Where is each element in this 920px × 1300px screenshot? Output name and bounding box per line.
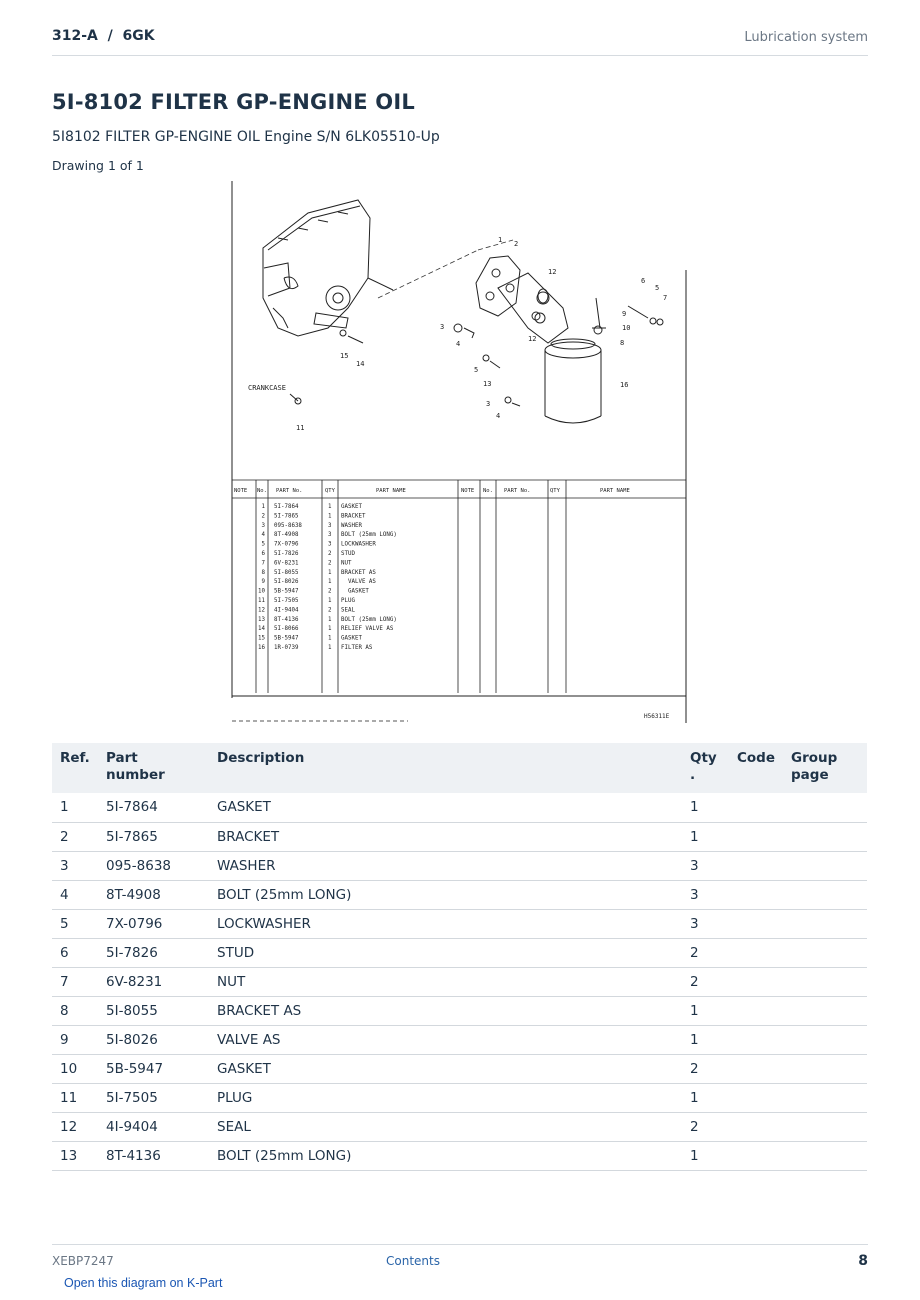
cell-code <box>729 880 783 909</box>
cell-ref: 4 <box>52 880 98 909</box>
dt-cell-name: VALVE AS <box>341 579 376 586</box>
page-title: 5I-8102 FILTER GP-ENGINE OIL <box>52 90 415 114</box>
dt-cell-qty: 3 <box>328 522 332 529</box>
cell-group-page <box>783 1112 867 1141</box>
cell-description: BRACKET <box>209 822 682 851</box>
dt-cell-name: BRACKET AS <box>341 569 376 576</box>
dt-cell-no: 5 <box>261 541 265 548</box>
dt-cell-part: 5I-7864 <box>274 504 299 510</box>
cell-part-number: 5I-8055 <box>98 996 209 1025</box>
dt-cell-name: STUD <box>341 551 355 557</box>
dt-cell-qty: 3 <box>328 532 332 539</box>
cell-part-number: 6V-8231 <box>98 967 209 996</box>
col-ref: Ref. <box>52 743 98 793</box>
col-part-number: Part number <box>98 743 209 793</box>
table-row <box>52 909 867 938</box>
dt-header-partno-1: PART No. <box>276 488 303 494</box>
filter-canister-drawing <box>545 339 601 423</box>
dt-cell-part: 5B-5947 <box>274 635 299 642</box>
cell-qty: 2 <box>682 1112 729 1141</box>
cell-group-page <box>783 880 867 909</box>
cell-part-number: 5I-7864 <box>98 793 209 822</box>
callout-12: 12 <box>548 268 557 276</box>
dt-cell-part: 5I-7865 <box>274 513 299 520</box>
dt-header-name-1: PART NAME <box>376 488 406 494</box>
cell-description: BOLT (25mm LONG) <box>209 1141 682 1170</box>
cell-code <box>729 822 783 851</box>
parts-table-header <box>52 743 867 793</box>
dt-cell-part: 8T-4136 <box>274 616 299 623</box>
table-row <box>52 938 867 967</box>
engine-block-drawing <box>263 200 393 336</box>
dt-cell-qty: 1 <box>328 635 332 642</box>
cell-qty: 2 <box>682 967 729 996</box>
cell-group-page <box>783 1141 867 1170</box>
cell-code <box>729 938 783 967</box>
cell-description: SEAL <box>209 1112 682 1141</box>
callout-10: 10 <box>622 324 631 332</box>
cell-group-page <box>783 938 867 967</box>
dt-cell-part: 5I-7826 <box>274 551 299 557</box>
dt-cell-part: 6V-8231 <box>274 560 299 567</box>
table-row <box>52 1083 867 1112</box>
cell-part-number: 5I-8026 <box>98 1025 209 1054</box>
dt-cell-qty: 2 <box>328 588 332 595</box>
cell-group-page <box>783 822 867 851</box>
table-row <box>52 996 867 1025</box>
callout-4: 4 <box>456 340 461 348</box>
doc-code: XEBP7247 <box>52 1254 114 1268</box>
dt-cell-qty: 3 <box>328 541 332 548</box>
dt-cell-part: 5I-8055 <box>274 569 299 576</box>
dt-cell-qty: 1 <box>328 598 332 604</box>
table-row <box>52 880 867 909</box>
dt-header-no-1: No. <box>257 488 267 494</box>
model-label: 312-A / 6GK <box>52 28 155 44</box>
cell-description: BOLT (25mm LONG) <box>209 880 682 909</box>
cell-part-number: 4I-9404 <box>98 1112 209 1141</box>
table-row <box>52 1054 867 1083</box>
dt-cell-qty: 2 <box>328 551 332 557</box>
table-row <box>52 967 867 996</box>
cell-part-number: 8T-4136 <box>98 1141 209 1170</box>
drawing-parts-table <box>232 480 686 693</box>
callout-13: 13 <box>483 380 492 388</box>
table-row <box>52 1025 867 1054</box>
dt-cell-no: 14 <box>258 626 265 633</box>
dt-header-qty-2: QTY <box>550 488 560 494</box>
cell-ref: 13 <box>52 1141 98 1170</box>
open-diagram-link[interactable]: Open this diagram on K-Part <box>64 1276 223 1290</box>
dt-cell-name: FILTER AS <box>341 645 373 651</box>
dt-cell-name: LOCKWASHER <box>341 541 376 548</box>
dt-header-no-2: No. <box>483 488 493 494</box>
dt-cell-qty: 1 <box>328 616 332 623</box>
dt-header-qty-1: QTY <box>325 488 335 494</box>
dt-cell-part: 5I-8066 <box>274 626 299 633</box>
cell-code <box>729 851 783 880</box>
col-code: Code <box>729 743 783 793</box>
cell-part-number: 8T-4908 <box>98 880 209 909</box>
cell-part-number: 5I-7505 <box>98 1083 209 1112</box>
cell-group-page <box>783 851 867 880</box>
callout-3: 3 <box>440 323 445 331</box>
callout-15: 15 <box>340 352 349 360</box>
cell-code <box>729 996 783 1025</box>
cell-ref: 1 <box>52 793 98 822</box>
cell-qty: 1 <box>682 996 729 1025</box>
parts-table-body <box>52 793 867 1170</box>
parts-table <box>52 743 867 1171</box>
cell-description: VALVE AS <box>209 1025 682 1054</box>
dt-cell-no: 10 <box>258 588 265 595</box>
table-row <box>52 851 867 880</box>
cell-ref: 9 <box>52 1025 98 1054</box>
dt-cell-no: 15 <box>258 635 265 642</box>
cell-description: PLUG <box>209 1083 682 1112</box>
dt-cell-part: 5I-7505 <box>274 598 299 604</box>
dt-cell-name: GASKET <box>341 588 369 595</box>
dt-cell-no: 16 <box>258 645 265 651</box>
callout-16: 16 <box>620 381 629 389</box>
dt-cell-part: 095-8638 <box>274 522 302 529</box>
cell-code <box>729 1112 783 1141</box>
callout-labels <box>296 236 667 432</box>
callout-1: 1 <box>498 236 503 244</box>
cell-group-page <box>783 967 867 996</box>
cell-qty: 3 <box>682 909 729 938</box>
cell-group-page <box>783 793 867 822</box>
dt-cell-qty: 1 <box>328 569 332 576</box>
dt-cell-name: GASKET <box>341 635 362 642</box>
cell-ref: 8 <box>52 996 98 1025</box>
cell-code <box>729 793 783 822</box>
cell-qty: 3 <box>682 880 729 909</box>
dt-cell-no: 13 <box>258 616 265 623</box>
table-row <box>52 793 867 822</box>
dt-header-partno-2: PART No. <box>504 488 531 494</box>
drawing-table-headers <box>234 488 630 494</box>
dt-cell-part: 1R-0739 <box>274 645 299 651</box>
page-subtitle: 5I8102 FILTER GP-ENGINE OIL Engine S/N 6LK05510-Up <box>52 129 440 145</box>
dt-cell-qty: 1 <box>328 504 332 510</box>
dt-cell-part: 5I-8026 <box>274 579 299 586</box>
cell-code <box>729 1141 783 1170</box>
dt-cell-name: GASKET <box>341 504 362 510</box>
cell-description: GASKET <box>209 793 682 822</box>
dt-cell-name: PLUG <box>341 598 355 604</box>
cell-group-page <box>783 1083 867 1112</box>
dt-cell-part: 4I-9404 <box>274 607 299 614</box>
dt-cell-qty: 1 <box>328 513 332 520</box>
dt-cell-no: 3 <box>261 522 265 529</box>
cell-ref: 7 <box>52 967 98 996</box>
page-number: 8 <box>858 1253 868 1269</box>
cell-ref: 11 <box>52 1083 98 1112</box>
dt-cell-part: 5B-5947 <box>274 588 299 595</box>
dt-cell-name: NUT <box>341 560 352 567</box>
dt-cell-no: 4 <box>261 532 265 539</box>
col-description: Description <box>209 743 682 793</box>
cell-group-page <box>783 909 867 938</box>
page-footer <box>52 1244 868 1274</box>
callout-8: 8 <box>620 339 625 347</box>
callout-2: 2 <box>514 240 519 248</box>
col-group-page: Group page <box>783 743 867 793</box>
dt-header-name-2: PART NAME <box>600 488 630 494</box>
cell-description: STUD <box>209 938 682 967</box>
table-row <box>52 1141 867 1170</box>
section-label: Lubrication system <box>744 30 868 45</box>
callout-6: 6 <box>641 277 646 285</box>
cell-part-number: 095-8638 <box>98 851 209 880</box>
cell-code <box>729 967 783 996</box>
parts-diagram-svg <box>228 178 694 726</box>
table-row <box>52 822 867 851</box>
callout-11: 11 <box>296 424 305 432</box>
col-qty: Qty . <box>682 743 729 793</box>
cell-code <box>729 1025 783 1054</box>
cell-part-number: 5I-7826 <box>98 938 209 967</box>
dt-cell-qty: 1 <box>328 645 332 651</box>
cell-code <box>729 909 783 938</box>
dt-cell-name: WASHER <box>341 522 362 529</box>
dt-cell-name: BRACKET <box>341 513 366 520</box>
dt-cell-no: 8 <box>261 569 265 576</box>
cell-qty: 1 <box>682 1083 729 1112</box>
contents-link[interactable]: Contents <box>386 1254 440 1268</box>
cell-ref: 3 <box>52 851 98 880</box>
dt-cell-no: 11 <box>258 598 265 604</box>
dt-cell-part: 8T-4908 <box>274 532 299 539</box>
cell-ref: 12 <box>52 1112 98 1141</box>
cell-qty: 3 <box>682 851 729 880</box>
cell-description: LOCKWASHER <box>209 909 682 938</box>
cell-qty: 1 <box>682 1025 729 1054</box>
cell-group-page <box>783 1025 867 1054</box>
cell-ref: 5 <box>52 909 98 938</box>
dt-header-note-2: NOTE <box>461 488 475 494</box>
drawing-table-rows <box>258 504 397 651</box>
dt-cell-name: BOLT (25mm LONG) <box>341 532 397 539</box>
cell-description: WASHER <box>209 851 682 880</box>
cell-description: BRACKET AS <box>209 996 682 1025</box>
callout-5b: 5 <box>474 366 479 374</box>
callout-9: 9 <box>622 310 627 318</box>
cell-part-number: 5I-7865 <box>98 822 209 851</box>
dt-cell-no: 1 <box>261 504 265 510</box>
cell-code <box>729 1083 783 1112</box>
table-row <box>52 1112 867 1141</box>
dt-cell-no: 9 <box>261 579 265 586</box>
parts-diagram[interactable] <box>228 178 694 726</box>
dt-cell-no: 7 <box>261 560 265 567</box>
dt-cell-qty: 2 <box>328 607 332 614</box>
cell-group-page <box>783 1054 867 1083</box>
callout-7: 7 <box>663 294 668 302</box>
dt-cell-qty: 2 <box>328 560 332 567</box>
page-header <box>52 28 868 56</box>
callout-14: 14 <box>356 360 365 368</box>
drawing-count: Drawing 1 of 1 <box>52 158 144 173</box>
cell-ref: 6 <box>52 938 98 967</box>
dt-cell-no: 6 <box>261 551 265 557</box>
cell-description: NUT <box>209 967 682 996</box>
dt-cell-part: 7X-0796 <box>274 541 299 548</box>
cell-qty: 2 <box>682 1054 729 1083</box>
callout-12b: 12 <box>528 335 537 343</box>
cell-qty: 1 <box>682 793 729 822</box>
cell-part-number: 7X-0796 <box>98 909 209 938</box>
cell-qty: 1 <box>682 1141 729 1170</box>
crankcase-label: CRANKCASE <box>248 384 286 392</box>
dt-cell-name: RELIEF VALVE AS <box>341 626 394 633</box>
dt-header-note-1: NOTE <box>234 488 248 494</box>
cell-ref: 10 <box>52 1054 98 1083</box>
dt-cell-no: 2 <box>261 513 265 520</box>
callout-5: 5 <box>655 284 660 292</box>
cell-code <box>729 1054 783 1083</box>
cell-description: GASKET <box>209 1054 682 1083</box>
dt-cell-no: 12 <box>258 607 265 614</box>
cell-part-number: 5B-5947 <box>98 1054 209 1083</box>
callout-3b: 3 <box>486 400 491 408</box>
dt-cell-name: BOLT (25mm LONG) <box>341 616 397 623</box>
dt-cell-qty: 1 <box>328 579 332 586</box>
dt-cell-qty: 1 <box>328 626 332 633</box>
cell-qty: 2 <box>682 938 729 967</box>
drawing-code: H56311E <box>644 713 670 720</box>
cell-qty: 1 <box>682 822 729 851</box>
cell-group-page <box>783 996 867 1025</box>
cell-ref: 2 <box>52 822 98 851</box>
dt-cell-name: SEAL <box>341 607 355 614</box>
callout-4b: 4 <box>496 412 501 420</box>
